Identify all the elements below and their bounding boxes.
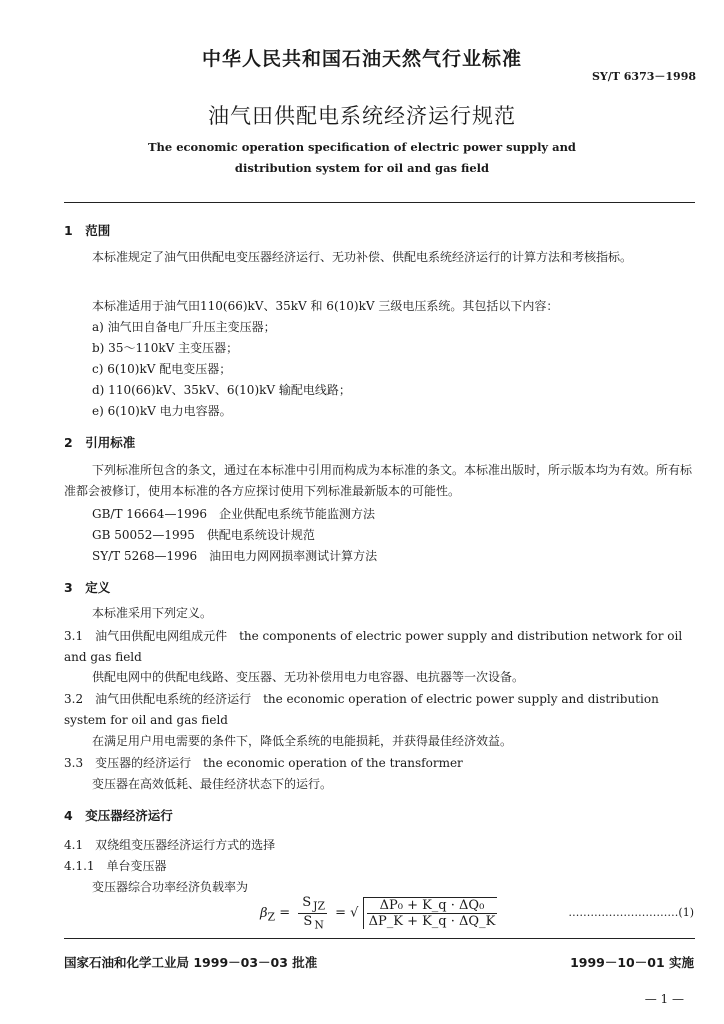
section-1-para2: 本标准适用于油气田110(66)kV、35kV 和 6(10)kV 三级电压系统。其包括以下内容： [92, 299, 559, 313]
section-2-para: 下列标准所包含的条文，通过在本标准中引用而构成为本标准的条文。本标准出版时，所示版本均为有效。所有标准都会被修订，使用本标准的各方应探讨使用下列标准最新版本的可能性。 [64, 463, 693, 498]
english-title-line2: distribution system for oil and gas field [234, 161, 490, 175]
page-number: — 1 — [644, 992, 684, 1006]
subsection-4-1-1: 4.1.1 单台变压器 [64, 859, 167, 873]
approval-line: 国家石油和化学工业局 1999－03－03 批准 [64, 955, 318, 970]
definition-3-3-body: 变压器在高效低耗、最佳经济状态下的运行。 [92, 777, 333, 791]
english-title-line1: The economic operation specification of electric power supply and [148, 140, 576, 154]
section-1-item: e) 6(10)kV 电力电容器。 [92, 404, 232, 418]
definition-3-2-body: 在满足用户用电需要的条件下，降低全系统的电能损耗，并获得最佳经济效益。 [92, 734, 513, 748]
section-1-item: b) 35～110kV 主变压器； [92, 341, 239, 355]
bottom-rule [64, 938, 695, 939]
section-1-item: d) 110(66)kV、35kV、6(10)kV 输配电线路； [92, 383, 351, 397]
section-1-item: a) 油气田自备电厂升压主变压器； [92, 320, 276, 334]
equation-number: …………………………(1) [568, 906, 694, 919]
top-rule [64, 202, 695, 203]
formula-sqrt: $\frac{\text{ΔP₀ + K\_q · ΔQ₀}}{\Delta P\_K + K\_q \cdot \Delta Q\_K}$ [363, 897, 498, 929]
section-3-heading: 3 定义 [64, 580, 111, 595]
reference-standard: GB/T 16664—1996 企业供配电系统节能监测方法 [92, 507, 375, 521]
subsection-4-1: 4.1 双绕组变压器经济运行方式的选择 [64, 838, 276, 852]
section-4-heading: 4 变压器经济运行 [64, 808, 173, 823]
subsection-4-1-1-body: 变压器综合功率经济负载率为 [92, 880, 249, 894]
section-1-heading: 1 范围 [64, 223, 111, 238]
issuing-organization: 中华人民共和国石油天然气行业标准 [201, 48, 522, 70]
definition-3-1-title: 3.1 油气田供配电网组成元件 the components of electric power supply and distribution network for oil and gas field [64, 629, 683, 664]
section-1-item: c) 6(10)kV 配电变压器； [92, 362, 232, 376]
section-3-intro: 本标准采用下列定义。 [92, 606, 213, 620]
document-title: 油气田供配电系统经济运行规范 [208, 104, 516, 128]
standard-code: SY/T 6373－1998 [591, 70, 696, 83]
economic-load-rate-formula: $\beta_Z$ = $\frac{S _{JZ}}{S _N}$ = √ $\frac{\text{ΔP₀ + K\_q · ΔQ₀}}{\Delta P\_K + K\_q \cdot \Delta Q\_K}$ [260, 895, 496, 932]
reference-standard: SY/T 5268—1996 油田电力网网损率测试计算方法 [92, 549, 378, 563]
section-2-heading: 2 引用标准 [64, 435, 136, 450]
section-1-para1: 本标准规定了油气田供配电变压器经济运行、无功补偿、供配电系统经济运行的计算方法和考核指标。 [92, 250, 633, 264]
definition-3-2-title: 3.2 油气田供配电系统的经济运行 the economic operation of electric power supply and distribution system for oil and gas field [64, 692, 659, 727]
definition-3-1-body: 供配电网中的供配电线路、变压器、无功补偿用电力电容器、电抗器等一次设备。 [92, 670, 525, 684]
formula-fraction-1: $\frac{S _{JZ}}{S _N}$ [298, 895, 327, 931]
reference-standard: GB 50052—1995 供配电系统设计规范 [92, 528, 315, 542]
effective-date: 1999－10－01 实施 [570, 955, 694, 970]
formula-lhs: $\beta_Z$ [260, 905, 276, 924]
definition-3-3-title: 3.3 变压器的经济运行 the economic operation of the transformer [64, 756, 463, 770]
